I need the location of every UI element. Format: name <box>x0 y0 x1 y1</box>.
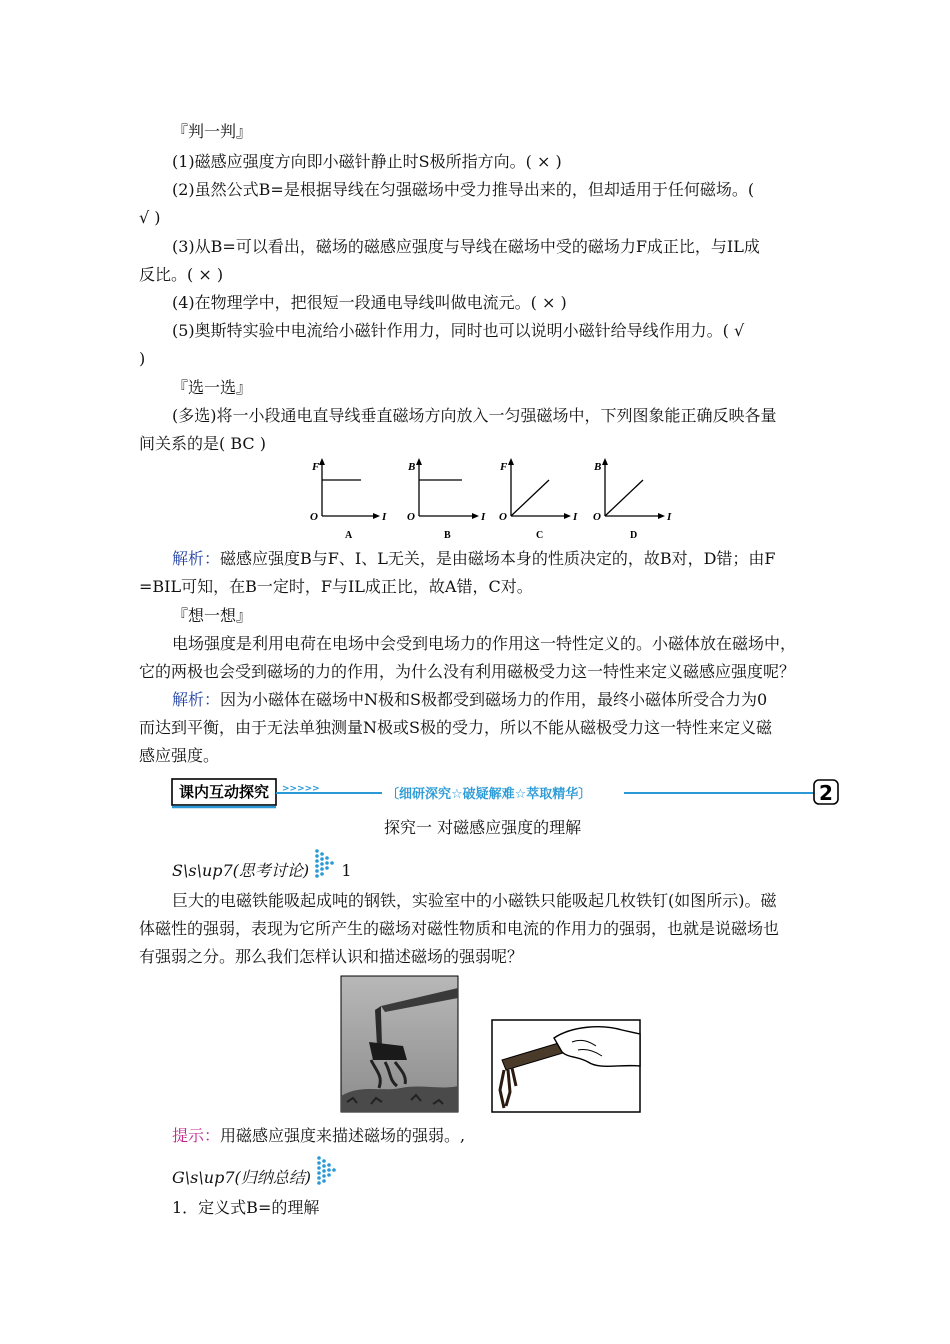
judge-heading: 『判一判』 <box>172 122 253 141</box>
graph-b-ylabel: B <box>408 461 416 473</box>
think-question-line2: 它的两极也会受到磁场的力的作用，为什么没有利用磁极受力这一特性来定义磁感应强度呢？ <box>139 662 796 681</box>
graph-a-xlabel: I <box>382 511 387 523</box>
hint-row <box>172 1126 465 1146</box>
graph-b-origin: O <box>407 511 415 523</box>
choose-analysis-line1: 解析：磁感应强度B与F、I、L无关，是由磁场本身的性质决定的，故B对，D错；由F <box>172 549 776 568</box>
analysis-label: 解析： <box>172 690 221 709</box>
electromagnet-crane-photo <box>341 976 458 1112</box>
graph-d-caption: D <box>630 530 638 541</box>
graph-d <box>588 458 678 548</box>
hint-text: 用磁感应强度来描述磁场的强弱。, <box>220 1126 466 1145</box>
graph-c-origin: O <box>499 511 507 523</box>
analysis-label: 解析： <box>172 549 221 568</box>
triangle-dots-icon <box>316 1155 338 1189</box>
choose-question-line1: (多选)将一小段通电直导线垂直磁场方向放入一匀强磁场中，下列图象能正确反映各量 <box>172 406 777 425</box>
graph-d-origin: O <box>593 511 601 523</box>
discuss-number: 1 <box>341 861 352 880</box>
summary-row <box>172 1168 338 1189</box>
judge-item-3: (3)从B=可以看出，磁场的磁感应强度与导线在磁场中受的磁场力F成正比，与IL成 <box>172 237 760 256</box>
graph-c <box>494 458 584 548</box>
think-heading: 『想一想』 <box>172 606 253 625</box>
choose-heading: 『选一选』 <box>172 378 253 397</box>
graph-d-xlabel: I <box>667 511 672 523</box>
banner-center-text: 〔细研深究☆破疑解难☆萃取精华〕 <box>386 787 592 802</box>
graph-a-origin: O <box>310 511 318 523</box>
judge-item-3-cont: 反比。( × ) <box>139 265 224 284</box>
judge-item-5: (5)奥斯特实验中电流给小磁针作用力，同时也可以说明小磁针给导线作用力。( √ <box>172 321 745 340</box>
judge-item-1: (1)磁感应强度方向即小磁针静止时S极所指方向。( × ) <box>172 152 562 171</box>
graph-a <box>305 458 385 548</box>
judge-item-2-answer: √ ) <box>139 208 161 227</box>
choose-analysis-line2: =BIL可知，在B一定时，F与IL成正比，故A错，C对。 <box>139 577 533 596</box>
section-banner <box>172 776 840 810</box>
graph-c-ylabel: F <box>500 461 508 473</box>
section-paragraph-line3: 有强弱之分。那么我们怎样认识和描述磁场的强弱呢？ <box>139 947 524 966</box>
discuss-row <box>172 861 352 882</box>
graph-b <box>402 458 492 548</box>
graph-b-xlabel: I <box>481 511 486 523</box>
judge-item-5-cont: ) <box>139 349 146 368</box>
hint-label: 提示： <box>172 1126 221 1145</box>
small-magnet-photo <box>492 1020 640 1112</box>
graph-b-caption: B <box>444 530 451 541</box>
think-question-line1: 电场强度是利用电荷在电场中会受到电场力的作用这一特性定义的。小磁体放在磁场中， <box>172 634 797 653</box>
banner-left-title: 课内互动探究 <box>179 783 270 801</box>
section-paragraph-line2: 体磁性的强弱，表现为它所产生的磁场对磁性物质和电流的作用力的强弱，也就是说磁场也 <box>139 919 780 938</box>
triangle-dots-icon <box>314 848 336 882</box>
section-paragraph-line1: 巨大的电磁铁能吸起成吨的钢铁，实验室中的小磁铁只能吸起几枚铁钉(如图所示)。磁 <box>172 891 777 910</box>
summary-label: G\s\up7(归纳总结) <box>172 1168 311 1187</box>
choose-question-line2: 间关系的是( BC ) <box>139 434 266 453</box>
summary-item-1: 1．定义式B=的理解 <box>172 1198 320 1217</box>
graph-a-ylabel: F <box>312 461 320 473</box>
discuss-label: S\s\up7(思考讨论) <box>172 861 310 880</box>
think-analysis-line3: 感应强度。 <box>139 746 220 765</box>
banner-chevrons: >>>>> <box>282 784 320 794</box>
banner-number: 2 <box>819 781 833 805</box>
section-title: 探究一 对磁感应强度的理解 <box>384 818 582 837</box>
graph-a-caption: A <box>345 530 353 541</box>
think-analysis-line1: 解析：因为小磁体在磁场中N极和S极都受到磁场力的作用，最终小磁体所受合力为0 <box>172 690 768 709</box>
think-analysis-line2: 而达到平衡，由于无法单独测量N极或S极的受力，所以不能从磁极受力这一特性来定义磁 <box>139 718 772 737</box>
graph-c-caption: C <box>536 530 544 541</box>
graph-c-xlabel: I <box>573 511 578 523</box>
judge-item-2: (2)虽然公式B=是根据导线在匀强磁场中受力推导出来的，但却适用于任何磁场。( <box>172 180 755 199</box>
graph-d-ylabel: B <box>594 461 602 473</box>
judge-item-4: (4)在物理学中，把很短一段通电导线叫做电流元。( × ) <box>172 293 567 312</box>
